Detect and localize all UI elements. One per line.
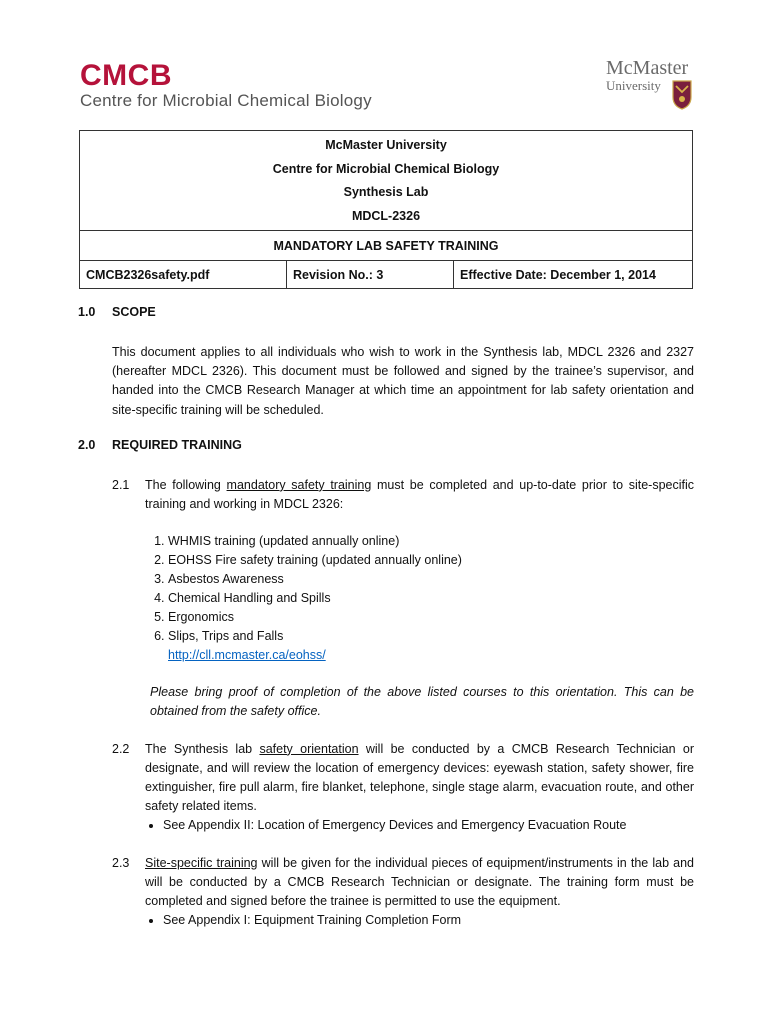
safety-orientation-term: safety orientation: [259, 741, 359, 756]
list-item: 6. Slips, Trips and Falls: [168, 627, 694, 646]
training-list: [78, 532, 694, 646]
appendix-i-bullet-list: [78, 911, 694, 930]
subsection-text: will be given for the individual pieces of equipment/instruments in the lab and will be conducted by a CMCB Research Technician or designate. The training form must be completed and signed before the trainee is permitted to use the equipment.: [145, 855, 695, 909]
subsection-number: 2.2: [112, 741, 130, 756]
list-item: 1. WHMIS training (updated annually online): [168, 532, 694, 551]
document-header-table: [79, 130, 693, 289]
section-required-heading: [78, 438, 694, 456]
subsection-number: 2.3: [112, 855, 130, 870]
subsection-number: 2.1: [112, 477, 130, 492]
mcmaster-logo: [606, 58, 692, 94]
list-item: 4. Chemical Handling and Spills: [168, 589, 694, 608]
subsection-text: must be completed and up-to-date prior to site-specific training and working in MDCL 2326:: [145, 477, 695, 512]
section-number: 2.0: [78, 437, 96, 452]
eohss-link[interactable]: http://cll.mcmaster.ca/eohss/: [168, 648, 326, 663]
header-revision: Revision No.: 3: [287, 261, 454, 289]
list-item: • See Appendix I: Equipment Training Completion Form: [163, 911, 694, 930]
subsection-2-2: [78, 740, 694, 817]
proof-note: Please bring proof of completion of the above listed courses to this orientation. This can be obtained from the safety office.: [150, 685, 694, 719]
header-institution: McMaster University: [325, 138, 447, 152]
header-doc-title: MANDATORY LAB SAFETY TRAINING: [80, 231, 693, 261]
mcmaster-crest-icon: [672, 80, 692, 110]
list-item: 3. Asbestos Awareness: [168, 570, 694, 589]
appendix-ii-bullet-list: [78, 816, 694, 835]
header-centre: Centre for Microbial Chemical Biology: [272, 161, 500, 176]
cmcb-logo-subtitle: Centre for Microbial Chemical Biology: [80, 91, 372, 110]
header-title-block: [80, 131, 693, 231]
list-item: 2. EOHSS Fire safety training (updated annually online): [168, 551, 694, 570]
section-number: 1.0: [78, 305, 96, 319]
subsection-text: will be conducted by a CMCB Research Technician or designate, and will review the location of emergency devices: eyewash station, safety shower, fire extinguisher, fire pull alarm, fire blanket, telephone, single stage alarm, evacuation route, and other safety related items.: [145, 741, 694, 814]
subsection-text: The Synthesis lab: [145, 741, 260, 756]
subsection-text: The following: [145, 477, 227, 492]
section-title: SCOPE: [112, 305, 156, 319]
scope-paragraph: This document applies to all individuals who wish to work in the Synthesis lab, MDCL 2326 and 2327 (hereafter MDCL 2326). This document must be followed and signed by the trainee’s supervisor, and handed into the CMCB Research Manager at which time an appointment for lab safety orientation and site-specific training will be scheduled.: [112, 345, 694, 417]
document-body: [78, 305, 694, 930]
header-room: MDCL-2326: [351, 208, 421, 223]
cmcb-logo-mark: CMCB: [80, 59, 172, 92]
eohss-link-row: [168, 646, 694, 665]
subsection-2-1: [78, 476, 694, 514]
cmcb-logo: [80, 59, 372, 112]
list-item: • See Appendix II: Location of Emergency Devices and Emergency Evacuation Route: [163, 816, 694, 835]
section-title: REQUIRED TRAINING: [112, 437, 242, 452]
site-specific-training-term: Site-specific training: [145, 855, 258, 870]
mcmaster-logo-sub: University: [606, 78, 661, 93]
mcmaster-logo-name: McMaster: [606, 57, 689, 79]
subsection-2-3: [78, 854, 694, 912]
list-item: 5. Ergonomics: [168, 608, 694, 627]
section-scope-heading: [78, 305, 694, 323]
mandatory-training-term: mandatory safety training: [226, 477, 372, 492]
header-effective-date: Effective Date: December 1, 2014: [454, 261, 693, 289]
header-file-name: CMCB2326safety.pdf: [80, 261, 287, 289]
header-lab: Synthesis Lab: [343, 185, 429, 200]
